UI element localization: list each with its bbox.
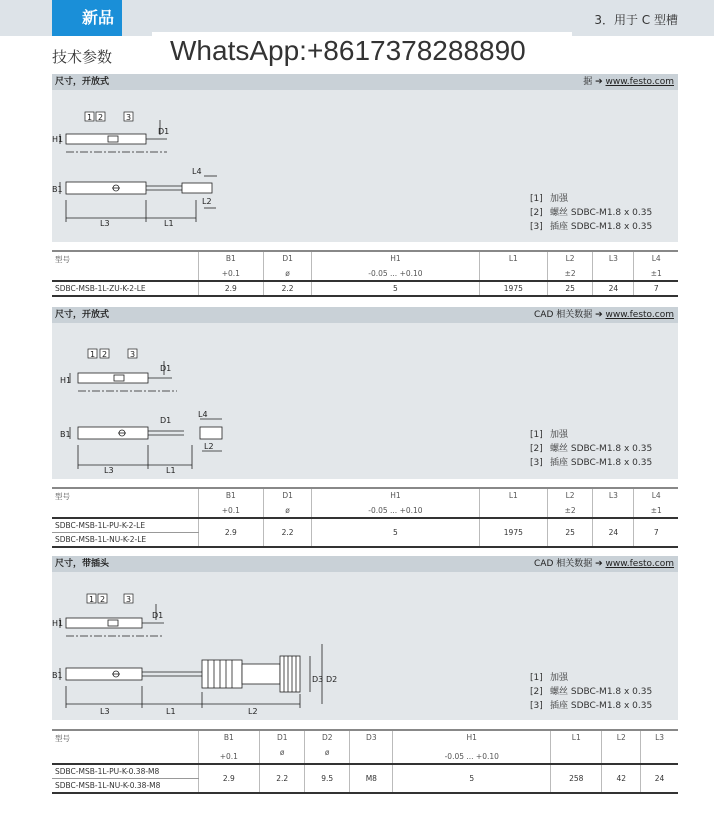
table-subheader-row — [52, 746, 678, 764]
callout-3: 3 — [126, 113, 132, 122]
cad-label: CAD 相关数据 ➔ — [534, 310, 603, 320]
col-subheader: ±2 — [547, 267, 592, 281]
col-header: H1 — [312, 488, 480, 504]
col-header: 型号 — [55, 492, 70, 501]
col-subheader: ±1 — [634, 267, 678, 281]
col-header: L1 — [479, 488, 547, 504]
legend-item: [1] 加强 — [530, 430, 569, 440]
festo-link[interactable]: www.festo.com — [605, 559, 674, 569]
value-cell: 9.5 — [305, 764, 350, 793]
col-subheader — [551, 746, 602, 764]
table-header-row — [52, 251, 678, 267]
dim-d3: D3 — [312, 675, 324, 684]
dimension-panel-3 — [52, 556, 678, 720]
panel-header — [52, 556, 678, 572]
table-header-row — [52, 730, 678, 746]
callout-3: 3 — [130, 350, 136, 359]
dimension-panel-2 — [52, 307, 678, 479]
cad-data-link[interactable] — [534, 556, 674, 572]
dim-d1: D1 — [160, 364, 172, 373]
value-cell: 42 — [602, 764, 641, 793]
dim-l2: L2 — [202, 197, 212, 206]
col-header: D3 — [350, 730, 393, 746]
legend-item: [1] 加强 — [530, 673, 569, 683]
table-row — [52, 518, 678, 533]
col-header: L2 — [602, 730, 641, 746]
header-subtitle: 3．用于 C 型槽 — [594, 13, 678, 27]
col-header: H1 — [312, 251, 480, 267]
col-header: L4 — [634, 251, 678, 267]
dim-l2: L2 — [248, 707, 258, 716]
panel-title: 尺寸，带插头 — [55, 559, 110, 569]
cad-data-link[interactable] — [534, 307, 674, 323]
dim-l4: L4 — [198, 410, 208, 419]
col-subheader: +0.1 — [198, 504, 264, 518]
col-subheader: -0.05 ... +0.10 — [312, 504, 480, 518]
table-subheader-row — [52, 267, 678, 281]
value-cell: M8 — [350, 764, 393, 793]
dim-d1: D1 — [152, 611, 164, 620]
callout-1: 1 — [89, 595, 95, 604]
col-header: D1 — [264, 251, 312, 267]
legend-item: [2] 螺丝 SDBC-M1.8 x 0.35 — [530, 208, 653, 218]
col-subheader: -0.05 ... +0.10 — [393, 746, 551, 764]
value-cell: 1975 — [479, 518, 547, 547]
dim-b1: B1 — [60, 430, 71, 439]
dim-l3: L3 — [100, 707, 110, 716]
col-header: D1 — [260, 730, 305, 746]
col-header: L1 — [479, 251, 547, 267]
col-subheader — [641, 746, 678, 764]
spec-table-3 — [52, 729, 678, 794]
value-cell: 24 — [593, 518, 634, 547]
callout-2: 2 — [98, 113, 104, 122]
dim-d1: D1 — [158, 127, 170, 136]
new-product-badge: 新品 — [52, 0, 122, 36]
whatsapp-watermark: WhatsApp:+8617378288890 — [152, 32, 572, 70]
dim-l1: L1 — [166, 707, 176, 716]
col-subheader: ±2 — [547, 504, 592, 518]
value-cell: 2.9 — [198, 764, 260, 793]
value-cell: 7 — [634, 281, 678, 296]
col-subheader — [52, 746, 198, 764]
col-header: D2 — [305, 730, 350, 746]
callout-2: 2 — [100, 595, 106, 604]
dim-l1: L1 — [166, 466, 176, 475]
value-cell: 25 — [547, 518, 592, 547]
col-header: D1 — [264, 488, 312, 504]
value-cell: 258 — [551, 764, 602, 793]
model-cell: SDBC-MSB-1L-NU-K-0.38-M8 — [55, 781, 161, 790]
value-cell: 24 — [641, 764, 678, 793]
value-cell: 5 — [312, 518, 480, 547]
panel-header — [52, 307, 678, 323]
dim-l2: L2 — [204, 442, 214, 451]
value-cell: 24 — [593, 281, 634, 296]
value-cell: 7 — [634, 518, 678, 547]
col-subheader — [602, 746, 641, 764]
cad-data-link[interactable] — [583, 74, 674, 90]
panel-header — [52, 74, 678, 90]
legend — [530, 192, 652, 234]
value-cell: 5 — [312, 281, 480, 296]
table-row — [52, 281, 678, 296]
col-subheader: ±1 — [634, 504, 678, 518]
table-row — [52, 764, 678, 779]
festo-link[interactable]: www.festo.com — [605, 77, 674, 87]
col-subheader: ø — [305, 746, 350, 764]
legend-item: [2] 螺丝 SDBC-M1.8 x 0.35 — [530, 444, 653, 454]
value-cell: 2.2 — [260, 764, 305, 793]
panel-title: 尺寸，开放式 — [55, 77, 110, 87]
col-subheader — [350, 746, 393, 764]
spec-table-1 — [52, 250, 678, 297]
value-cell: 2.9 — [198, 518, 264, 547]
value-cell: 2.2 — [264, 281, 312, 296]
col-subheader: ø — [264, 504, 312, 518]
col-header: L3 — [593, 488, 634, 504]
col-subheader: ø — [264, 267, 312, 281]
dimension-drawing-3 — [52, 572, 372, 718]
callout-2: 2 — [102, 350, 108, 359]
col-subheader: +0.1 — [198, 746, 260, 764]
callout-3: 3 — [126, 595, 132, 604]
col-header: B1 — [198, 488, 264, 504]
callout-1: 1 — [87, 113, 93, 122]
col-header: L2 — [547, 251, 592, 267]
col-header: 型号 — [55, 734, 70, 743]
legend — [530, 671, 652, 713]
col-subheader — [479, 504, 547, 518]
callout-1: 1 — [90, 350, 96, 359]
model-cell: SDBC-MSB-1L-ZU-K-2-LE — [52, 281, 198, 296]
col-header: B1 — [198, 730, 260, 746]
model-cell: SDBC-MSB-1L-PU-K-2-LE — [52, 518, 198, 533]
dimension-panel-1 — [52, 74, 678, 242]
dimension-drawing-2 — [52, 323, 252, 479]
col-subheader: ø — [260, 746, 305, 764]
dim-l1: L1 — [164, 219, 174, 228]
value-cell: 1975 — [479, 281, 547, 296]
model-cell: SDBC-MSB-1L-NU-K-2-LE — [55, 535, 147, 544]
dim-l3: L3 — [100, 219, 110, 228]
legend-item: [3] 插座 SDBC-M1.8 x 0.35 — [530, 458, 653, 468]
spec-table-2 — [52, 487, 678, 548]
legend-item: [1] 加强 — [530, 194, 569, 204]
model-cell: SDBC-MSB-1L-PU-K-0.38-M8 — [52, 764, 198, 779]
legend-item: [3] 插座 SDBC-M1.8 x 0.35 — [530, 701, 653, 711]
col-subheader — [52, 504, 198, 518]
legend — [530, 428, 652, 470]
col-subheader: +0.1 — [198, 267, 264, 281]
section-title: 技术参数 — [52, 48, 113, 66]
dim-b1: B1 — [52, 671, 63, 680]
dim-h1: H1 — [60, 376, 72, 385]
table-header-row — [52, 488, 678, 504]
dim-h1: H1 — [52, 619, 64, 628]
legend-item: [2] 螺丝 SDBC-M1.8 x 0.35 — [530, 687, 653, 697]
festo-link[interactable]: www.festo.com — [605, 310, 674, 320]
value-cell: 2.2 — [264, 518, 312, 547]
value-cell: 5 — [393, 764, 551, 793]
cad-label: 据 ➔ — [583, 77, 603, 87]
col-subheader: -0.05 ... +0.10 — [312, 267, 480, 281]
dim-d2: D2 — [326, 675, 338, 684]
dim-h1: H1 — [52, 135, 64, 144]
dim-b1: B1 — [52, 185, 63, 194]
col-subheader — [479, 267, 547, 281]
col-subheader — [52, 267, 198, 281]
col-header: L1 — [551, 730, 602, 746]
col-subheader — [593, 504, 634, 518]
dim-d1: D1 — [160, 416, 172, 425]
dim-l4: L4 — [192, 167, 202, 176]
dim-l3: L3 — [104, 466, 114, 475]
col-header: B1 — [198, 251, 264, 267]
value-cell: 2.9 — [198, 281, 264, 296]
col-header: H1 — [393, 730, 551, 746]
cad-label: CAD 相关数据 ➔ — [534, 559, 603, 569]
col-header: 型号 — [55, 255, 70, 264]
table-subheader-row — [52, 504, 678, 518]
dimension-drawing-1 — [52, 90, 252, 240]
legend-item: [3] 插座 SDBC-M1.8 x 0.35 — [530, 222, 653, 232]
col-header: L4 — [634, 488, 678, 504]
col-header: L2 — [547, 488, 592, 504]
col-header: L3 — [593, 251, 634, 267]
col-header: L3 — [641, 730, 678, 746]
panel-title: 尺寸，开放式 — [55, 310, 110, 320]
col-subheader — [593, 267, 634, 281]
value-cell: 25 — [547, 281, 592, 296]
